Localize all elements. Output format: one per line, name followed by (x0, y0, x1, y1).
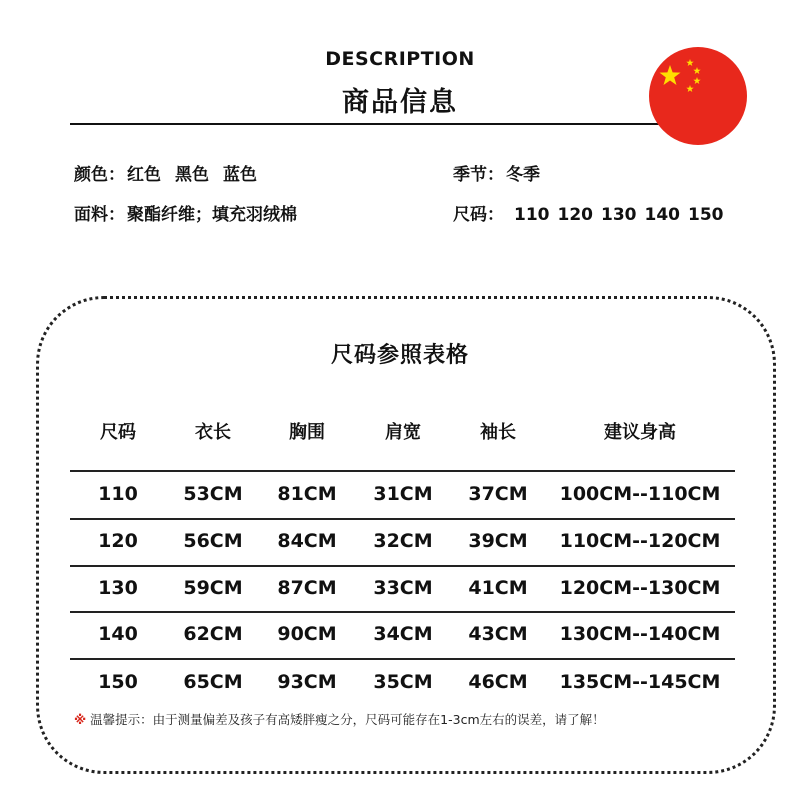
cell-sleeve: 43CM (468, 623, 528, 645)
row-divider (70, 565, 735, 567)
size-chart-title: 尺码参照表格 (330, 343, 469, 368)
cell-shoulder: 34CM (373, 623, 433, 645)
season-info (453, 160, 540, 185)
cell-height: 130CM--140CM (559, 623, 721, 645)
size-option: 120 (557, 205, 593, 225)
cell-length: 53CM (183, 483, 243, 505)
cell-height: 120CM--130CM (559, 577, 721, 599)
cell-chest: 87CM (277, 577, 337, 599)
column-header-size: 尺码 (100, 422, 136, 443)
cell-chest: 84CM (277, 530, 337, 552)
cell-shoulder: 35CM (373, 671, 433, 693)
color-info (74, 160, 271, 185)
description-heading: DESCRIPTION (325, 48, 475, 70)
reference-mark-icon: ※ (74, 712, 87, 727)
season-value: 冬季 (506, 165, 540, 185)
product-info-heading: 商品信息 (342, 87, 458, 118)
cell-length: 65CM (183, 671, 243, 693)
cell-size: 110 (98, 483, 138, 505)
cell-height: 110CM--120CM (559, 530, 721, 552)
color-value-black: 黑色 (175, 165, 209, 185)
cell-size: 150 (98, 671, 138, 693)
china-flag-badge-icon (648, 46, 748, 146)
row-divider (70, 658, 735, 660)
column-header-length: 衣长 (195, 422, 231, 443)
measurement-note-text: 温馨提示：由于测量偏差及孩子有高矮胖瘦之分，尺码可能存在1-3cm左右的误差，请了解！ (90, 712, 605, 727)
color-value-red: 红色 (127, 165, 161, 185)
size-option: 140 (644, 205, 680, 225)
cell-chest: 81CM (277, 483, 337, 505)
cell-size: 140 (98, 623, 138, 645)
season-label: 季节： (453, 165, 504, 185)
cell-length: 62CM (183, 623, 243, 645)
column-header-chest: 胸围 (289, 422, 325, 443)
size-option: 130 (601, 205, 637, 225)
cell-height: 135CM--145CM (559, 671, 721, 693)
size-option: 150 (688, 205, 724, 225)
fabric-value: 聚酯纤维；填充羽绒棉 (127, 205, 297, 225)
column-header-sleeve: 袖长 (480, 422, 516, 443)
cell-shoulder: 31CM (373, 483, 433, 505)
row-divider (70, 611, 735, 613)
row-divider (70, 470, 735, 472)
column-header-shoulder: 肩宽 (385, 422, 421, 443)
cell-chest: 93CM (277, 671, 337, 693)
cell-size: 120 (98, 530, 138, 552)
size-info (453, 200, 732, 225)
header-divider (70, 123, 670, 125)
cell-sleeve: 46CM (468, 671, 528, 693)
cell-sleeve: 39CM (468, 530, 528, 552)
cell-length: 59CM (183, 577, 243, 599)
size-option: 110 (514, 205, 550, 225)
row-divider (70, 518, 735, 520)
cell-length: 56CM (183, 530, 243, 552)
cell-height: 100CM--110CM (559, 483, 721, 505)
color-value-blue: 蓝色 (223, 165, 257, 185)
cell-sleeve: 37CM (468, 483, 528, 505)
cell-sleeve: 41CM (468, 577, 528, 599)
fabric-info (74, 200, 297, 225)
size-label: 尺码： (453, 205, 504, 225)
cell-size: 130 (98, 577, 138, 599)
cell-chest: 90CM (277, 623, 337, 645)
color-label: 颜色： (74, 165, 125, 185)
cell-shoulder: 32CM (373, 530, 433, 552)
fabric-label: 面料： (74, 205, 125, 225)
column-header-height: 建议身高 (604, 422, 676, 443)
cell-shoulder: 33CM (373, 577, 433, 599)
measurement-note (74, 710, 605, 728)
